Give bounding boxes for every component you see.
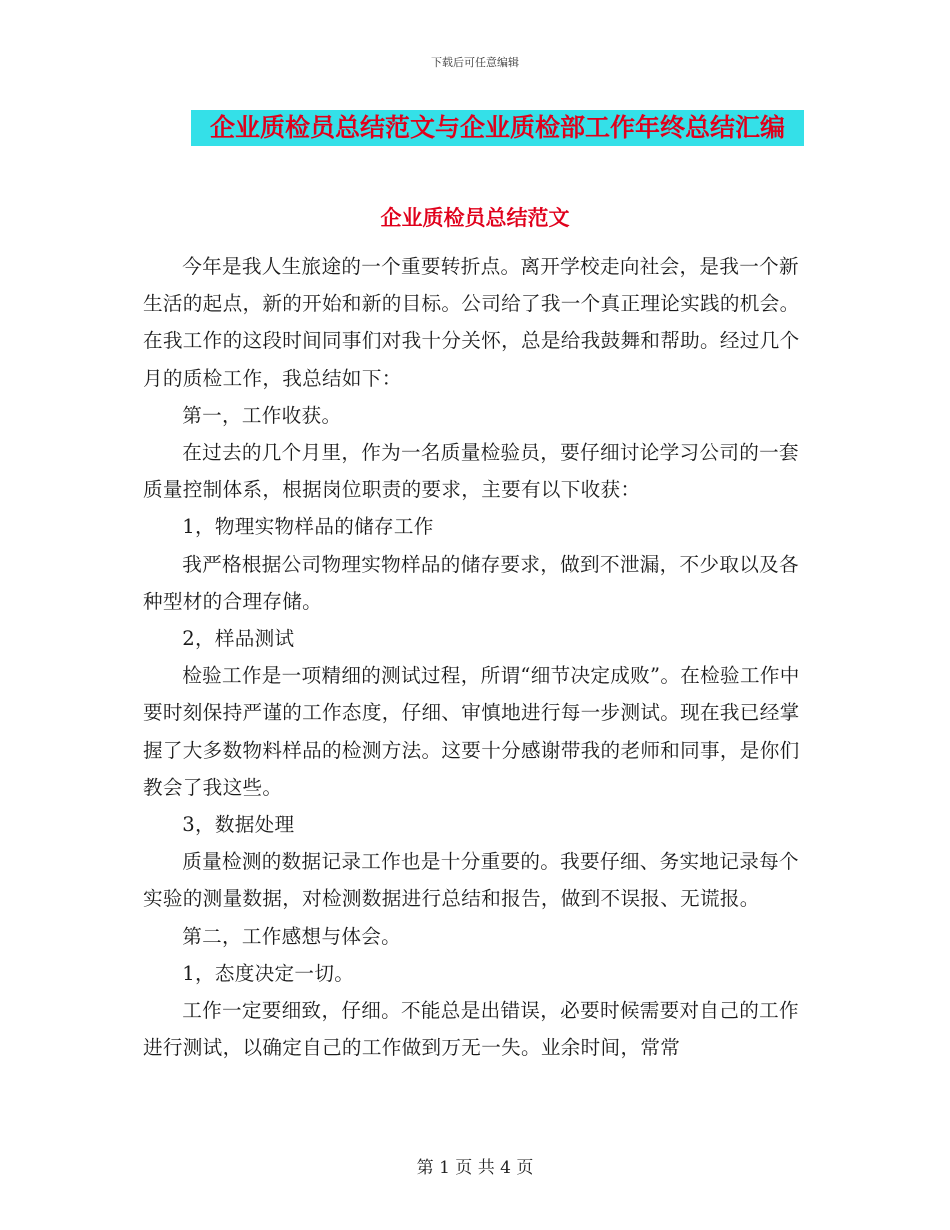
header-note: 下载后可任意编辑 — [431, 56, 519, 69]
paragraph: 我严格根据公司物理实物样品的储存要求，做到不泄漏，不少取以及各种型材的合理存储。 — [143, 552, 799, 613]
paragraph: 2，样品测试 — [182, 627, 295, 651]
paragraph: 1，态度决定一切。 — [182, 961, 355, 985]
body-text — [143, 248, 801, 1066]
paragraph: 1，物理实物样品的储存工作 — [182, 515, 434, 539]
paragraph: 第一，工作收获。 — [182, 403, 342, 427]
main-title: 企业质检员总结范文与企业质检部工作年终总结汇编 — [209, 113, 785, 142]
main-title-highlight — [191, 110, 804, 146]
paragraph: 第二，工作感想与体会。 — [182, 924, 402, 948]
paragraph: 检验工作是一项精细的测试过程，所谓“细节决定成败”。在检验工作中要时刻保持严谨的工作态度，仔细、审慎地进行每一步测试。现在我已经掌握了大多数物料样品的检测方法。这要十分感谢带我的老师和同事，是你们教会了我这些。 — [143, 664, 800, 799]
page-footer: 第 1 页 共 4 页 — [416, 1158, 534, 1178]
paragraph: 3，数据处理 — [182, 813, 295, 837]
section-title: 企业质检员总结范文 — [380, 206, 570, 230]
paragraph: 在过去的几个月里，作为一名质量检验员，要仔细讨论学习公司的一套质量控制体系，根据岗位职责的要求，主要有以下收获： — [143, 441, 799, 502]
paragraph: 工作一定要细致，仔细。不能总是出错误，必要时候需要对自己的工作进行测试，以确定自己的工作做到万无一失。业余时间，常常 — [143, 999, 799, 1060]
paragraph: 今年是我人生旅途的一个重要转折点。离开学校走向社会，是我一个新生活的起点，新的开始和新的目标。公司给了我一个真正理论实践的机会。在我工作的这段时间同事们对我十分关怀，总是给我鼓舞和帮助。经过几个月的质检工作，我总结如下： — [143, 255, 800, 390]
paragraph: 质量检测的数据记录工作也是十分重要的。我要仔细、务实地记录每个实验的测量数据，对检测数据进行总结和报告，做到不误报、无谎报。 — [143, 850, 799, 911]
